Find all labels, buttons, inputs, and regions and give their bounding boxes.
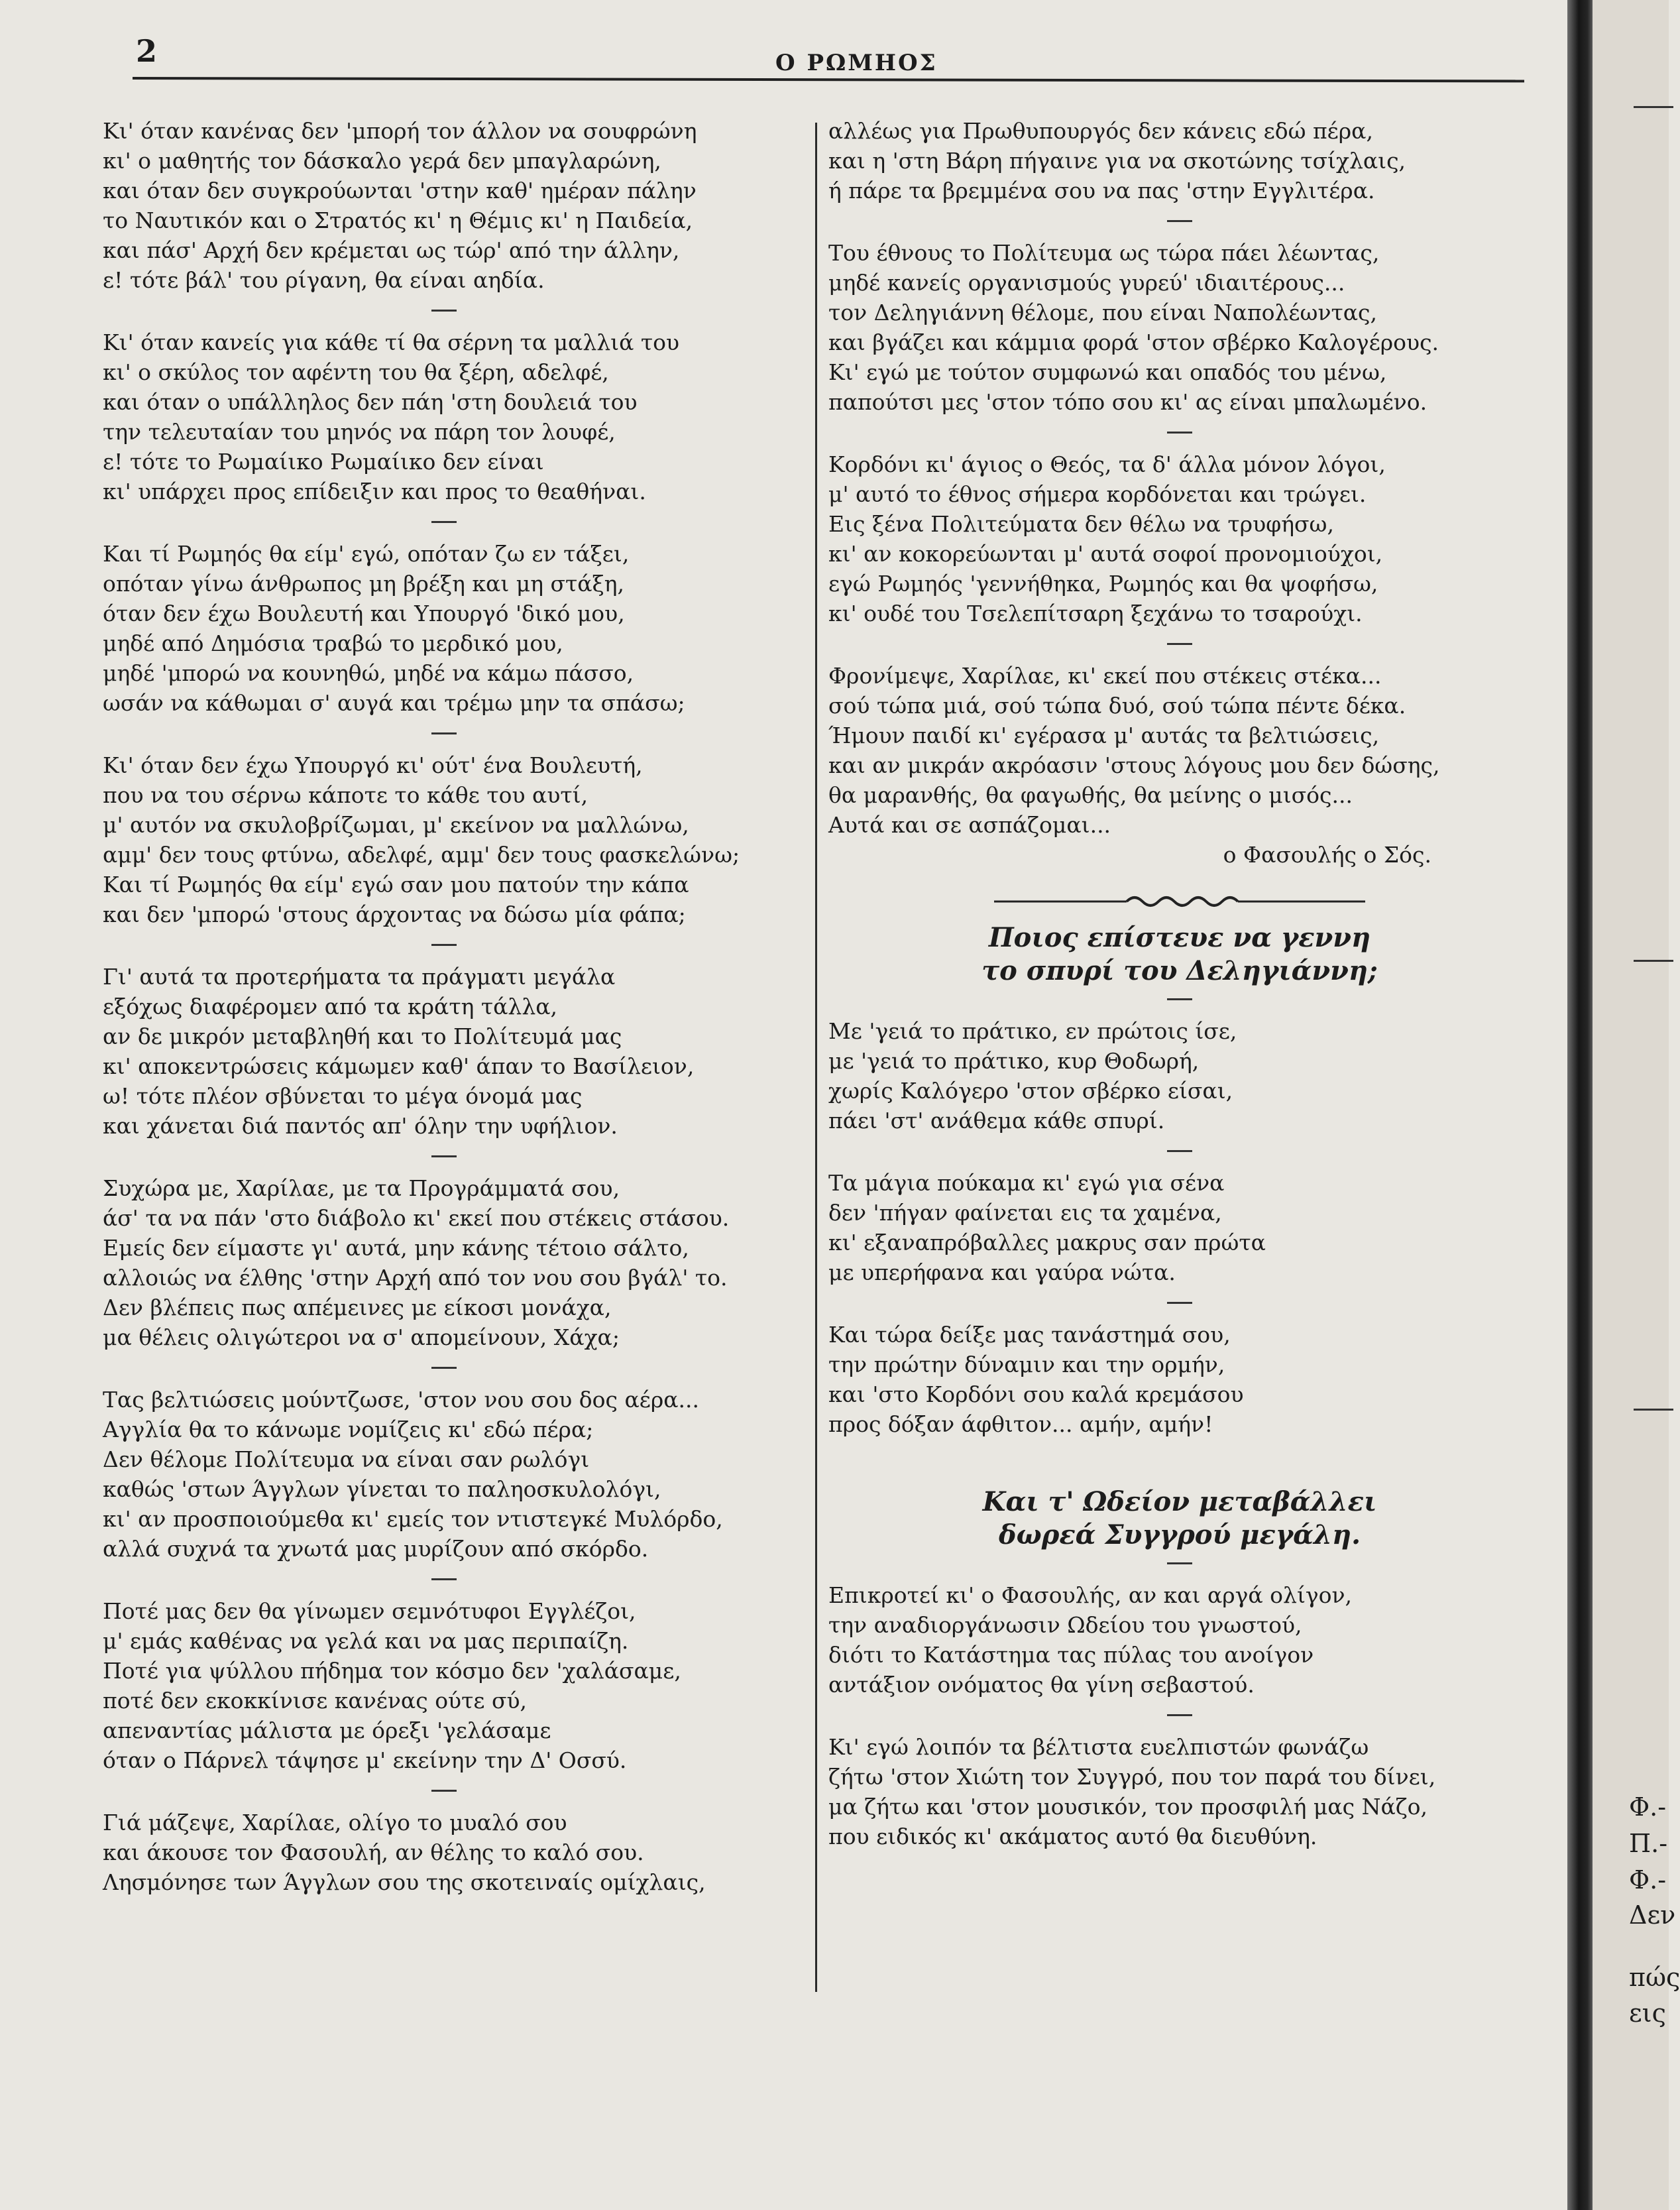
verse-line: όταν ο Πάρνελ τάψησε μ' εκείνην την Δ' Οσσύ. (103, 1747, 627, 1773)
verse-line: διότι το Κατάστημα τας πύλας του ανοίγον (828, 1642, 1314, 1668)
verse-line: Του έθνους το Πολίτευμα ως τώρα πάει λέωντας, (828, 240, 1380, 266)
verse-line: ωσάν να κάθωμαι σ' αυγά και τρέμω μην τα σπάσω; (103, 690, 685, 716)
stanza (103, 1596, 785, 1775)
verse-line: Και τί Ρωμηός θα είμ' εγώ σαν μου πατούν την κάπα (103, 872, 689, 898)
stanza (828, 1320, 1531, 1439)
verse-line: την πρώτην δύναμιν και την ορμήν, (828, 1352, 1225, 1377)
verse-line: κι' ο μαθητής τον δάσκαλο γερά δεν μπαγλαρώνη, (103, 148, 661, 174)
stanza (103, 327, 785, 506)
verse-line: κι' αν κοκορεύωνται μ' αυτά σοφοί προνομιούχοι, (828, 541, 1383, 567)
stanza-separator (431, 521, 457, 523)
verse-line: Και τί Ρωμηός θα είμ' εγώ, οπόταν ζω εν τάξει, (103, 541, 630, 567)
stanza (103, 962, 785, 1141)
verse-line: Και τώρα δείξε μας τανάστημά σου, (828, 1322, 1231, 1348)
stanza-separator (431, 732, 457, 734)
verse-line: Επικροτεί κι' ο Φασουλής, αν και αργά ολίγον, (828, 1582, 1353, 1608)
stanza (103, 1385, 785, 1564)
header-rule (133, 77, 1524, 82)
verse-line: ποτέ δεν εκοκκίνισε κανένας ούτε σύ, (103, 1688, 528, 1714)
verse-line: Κορδόνι κι' άγιος ο Θεός, τα δ' άλλα μόνον λόγοι, (828, 451, 1386, 477)
stanza (828, 1016, 1531, 1135)
verse-line: που να του σέρνω κάποτε το κάθε του αυτί, (103, 782, 588, 808)
stanza-separator (431, 944, 457, 946)
stanza (828, 449, 1531, 628)
verse-line: αλλοιώς να έλθης 'στην Αρχή από τον νου σου βγάλ' το. (103, 1265, 728, 1291)
verse-line: την τελευταίαν του μηνός να πάρη τον λουφέ, (103, 419, 616, 445)
verse-line: ε! τότε βάλ' του ρίγανη, θα είναι αηδία. (103, 267, 545, 293)
text-fragment: Π.- (1629, 1829, 1668, 1858)
stanza-separator (431, 1578, 457, 1580)
verse-line: κι' αν προσποιούμεθα κι' εμείς τον ντιστεγκέ Μυλόρδο, (103, 1506, 723, 1532)
verse-line: Ποτέ για ψύλλου πήδημα τον κόσμο δεν 'χαλάσαμε, (103, 1658, 681, 1684)
verse-line: Κι' όταν κανένας δεν 'μπορή τον άλλον να σουφρώνη (103, 118, 697, 144)
verse-line: Γι' αυτά τα προτερήματα τα πράγματι μεγάλα (103, 964, 616, 990)
stanza (828, 661, 1531, 870)
stanza-separator (1167, 432, 1192, 434)
verse-line: αν δε μικρόν μεταβληθή και το Πολίτευμά μας (103, 1023, 622, 1049)
stanza (828, 116, 1531, 205)
stanza (103, 750, 785, 929)
verse-line: Δεν βλέπεις πως απέμεινες με είκοσι μονάχα, (103, 1295, 612, 1320)
verse-line: προς δόξαν άφθιτον... αμήν, αμήν! (828, 1411, 1213, 1437)
verse-line: Συχώρα με, Χαρίλαε, με τα Προγράμματά σου, (103, 1175, 620, 1201)
verse-line: κι' ουδέ του Τσελεπίτσαρη ξεχάνω το τσαρούχι. (828, 601, 1363, 626)
verse-line: Τα μάγια πούκαμα κι' εγώ για σένα (828, 1170, 1225, 1196)
verse-line: Λησμόνησε των Άγγλων σου της σκοτειναίς ομίχλαις, (103, 1869, 706, 1895)
stanza-separator (1167, 1714, 1192, 1716)
verse-line: και δεν 'μπορώ 'στους άρχοντας να δώσω μία φάπα; (103, 901, 686, 927)
text-fragment: πώς (1629, 1963, 1680, 1992)
verse-line: τον Δεληγιάννη θέλομε, που είναι Ναπολέωντας, (828, 300, 1378, 325)
verse-line: Δεν θέλομε Πολίτευμα να είναι σαν ρωλόγι (103, 1446, 590, 1472)
stanza-separator (1167, 1150, 1192, 1152)
stanza (103, 539, 785, 718)
verse-line: κι' αποκεντρώσεις κάμωμεν καθ' άπαν το Βασίλειον, (103, 1053, 695, 1079)
verse-line: καθώς 'στων Άγγλων γίνεται το παληοσκυλολόγι, (103, 1476, 661, 1502)
verse-line: Ήμουν παιδί κι' εγέρασα μ' αυτάς τα βελτιώσεις, (828, 723, 1380, 748)
stanza (828, 238, 1531, 417)
text-fragment: Φ.- (1629, 1865, 1667, 1894)
verse-line: και χάνεται διά παντός απ' όλην την υφήλιον. (103, 1113, 618, 1139)
rule-fragment (1634, 960, 1673, 962)
stanza-separator (1167, 220, 1192, 222)
verse-line: θα μαρανθής, θα φαγωθής, θα μείνης ο μισός... (828, 782, 1353, 808)
verse-line: μ' αυτόν να σκυλοβρίζωμαι, μ' εκείνον να μαλλώνω, (103, 812, 689, 838)
article-headline (828, 921, 1531, 988)
text-fragment: εις (1629, 1999, 1666, 2028)
stanza-separator (1167, 1302, 1192, 1304)
verse-line: και αν μικράν ακρόασιν 'στους λόγους μου δεν δώσης, (828, 752, 1440, 778)
verse-line: εγώ Ρωμηός 'γεννήθηκα, Ρωμηός και θα ψοφήσω, (828, 571, 1378, 597)
verse-line: Ποτέ μας δεν θα γίνωμεν σεμνότυφοι Εγγλέζοι, (103, 1598, 636, 1624)
verse-line: δεν 'πήγαν φαίνεται εις τα χαμένα, (828, 1200, 1222, 1226)
verse-line: Κι' εγώ με τούτον συμφωνώ και οπαδός του μένω, (828, 359, 1387, 385)
verse-line: κι' υπάρχει προς επίδειξιν και προς το θεαθήναι. (103, 479, 646, 504)
stanza (828, 1168, 1531, 1287)
stanza-separator (1167, 643, 1192, 645)
verse-line: με υπερήφανα και γαύρα νώτα. (828, 1259, 1176, 1285)
verse-line: Τας βελτιώσεις μούντζωσε, 'στον νου σου δος αέρα... (103, 1387, 700, 1413)
page-number: 2 (136, 33, 158, 69)
headline-line: το σπυρί του Δεληγιάννη; (981, 955, 1378, 986)
verse-line: και βγάζει και κάμμια φορά 'στον σβέρκο Καλογέρους. (828, 329, 1439, 355)
stanza-separator (431, 1790, 457, 1792)
verse-line: αντάξιον ονόματος θα γίνη σεβαστού. (828, 1672, 1255, 1698)
verse-line: σού τώπα μιά, σού τώπα δυό, σού τώπα πέντε δέκα. (828, 693, 1406, 719)
verse-line: ε! τότε το Ρωμαίικο Ρωμαίικο δεν είναι (103, 449, 544, 475)
next-page-edge (1593, 0, 1680, 2210)
headline-line: Και τ' Ωδείον μεταβάλλει (982, 1486, 1377, 1517)
verse-line: απεναντίας μάλιστα με όρεξι 'γελάσαμε (103, 1717, 551, 1743)
page-gutter (1567, 0, 1593, 2210)
stanza-separator (1167, 998, 1192, 1000)
verse-line: αμμ' δεν τους φτύνω, αδελφέ, αμμ' δεν τους φασκελώνω; (103, 842, 740, 868)
right-column (828, 116, 1531, 1866)
verse-line: την αναδιοργάνωσιν Ωδείου του γνωστού, (828, 1612, 1302, 1638)
verse-line: Αγγλία θα το κάνωμε νομίζεις κι' εδώ πέρα; (103, 1417, 594, 1442)
verse-line: Κι' όταν κανείς για κάθε τί θα σέρνη τα μαλλιά του (103, 329, 680, 355)
stanza (828, 1732, 1531, 1851)
verse-line: Εις ξένα Πολιτεύματα δεν θέλω να τρυφήσω, (828, 511, 1334, 537)
verse-line: μα θέλεις ολιγώτεροι να σ' απομείνουν, Χάχα; (103, 1324, 620, 1350)
verse-line: και όταν δεν συγκρούωνται 'στην καθ' ημέραν πάλην (103, 178, 697, 204)
verse-line: και 'στο Κορδόνι σου καλά κρεμάσου (828, 1381, 1244, 1407)
text-fragment: Φ.- (1629, 1792, 1667, 1822)
signature: ο Φασουλής ο Σός. (1223, 842, 1431, 868)
verse-line: αλλέως για Πρωθυπουργός δεν κάνεις εδώ πέρα, (828, 118, 1373, 144)
verse-line: παπούτσι μες 'στον τόπο σου κι' ας είναι μπαλωμένο. (828, 389, 1428, 415)
stanza-separator (431, 310, 457, 312)
verse-line: μ' αυτό το έθνος σήμερα κορδόνεται και τρώγει. (828, 481, 1367, 507)
verse-line: ή πάρε τα βρεμμένα σου να πας 'στην Εγγλιτέρα. (828, 178, 1375, 204)
verse-line: μα ζήτω και 'στον μουσικόν, τον προσφιλή μας Νάζο, (828, 1794, 1428, 1820)
verse-line: Κι' εγώ λοιπόν τα βέλτιστα ευελπιστών φωνάζω (828, 1734, 1369, 1760)
text-fragment: Δεν (1629, 1900, 1676, 1930)
column-divider (815, 123, 817, 1992)
ornamental-divider (994, 894, 1365, 909)
verse-line: άσ' τα να πάν 'στο διάβολο κι' εκεί που στέκεις στάσου. (103, 1205, 730, 1231)
verse-line: ζήτω 'στον Χιώτη τον Συγγρό, που τον παρά του δίνει, (828, 1764, 1436, 1790)
stanza (828, 1580, 1531, 1700)
verse-line: και άκουσε τον Φασουλή, αν θέλης το καλό σου. (103, 1839, 644, 1865)
newspaper-title: Ο ΡΩΜΗΟΣ (775, 50, 938, 76)
verse-line: κι' ο σκύλος τον αφέντη του θα ξέρη, αδελφέ, (103, 359, 609, 385)
verse-line: Γιά μάζεψε, Χαρίλαε, ολίγο το μυαλό σου (103, 1810, 567, 1835)
verse-line: Με 'γειά το πράτικο, εν πρώτοις ίσε, (828, 1018, 1237, 1044)
verse-line: το Ναυτικόν και ο Στρατός κι' η Θέμις κι' η Παιδεία, (103, 207, 693, 233)
headline-line: δωρεά Συγγρού μεγάλη. (998, 1519, 1361, 1550)
verse-line: εξόχως διαφέρομεν από τα κράτη τάλλα, (103, 994, 558, 1019)
verse-line: που ειδικός κι' ακάματος αυτό θα διευθύνη. (828, 1824, 1317, 1849)
stanza-separator (431, 1155, 457, 1157)
stanza (103, 1808, 785, 1897)
verse-line: μηδέ από Δημόσια τραβώ το μερδικό μου, (103, 630, 563, 656)
article-headline (828, 1485, 1531, 1552)
verse-line: με 'γειά το πράτικο, κυρ Θοδωρή, (828, 1048, 1200, 1074)
stanza (103, 116, 785, 295)
verse-line: Αυτά και σε ασπάζομαι... (828, 812, 1111, 838)
verse-line: ω! τότε πλέον σβύνεται το μέγα όνομά μας (103, 1083, 583, 1109)
verse-line: Κι' όταν δεν έχω Υπουργό κι' ούτ' ένα Βουλευτή, (103, 752, 643, 778)
left-column (103, 116, 785, 1912)
rule-fragment (1634, 106, 1673, 108)
verse-line: μ' εμάς καθένας να γελά και να μας περιπαίζη. (103, 1628, 629, 1654)
verse-line: κι' εξαναπρόβαλλες μακρυς σαν πρώτα (828, 1230, 1266, 1255)
verse-line: Εμείς δεν είμαστε γι' αυτά, μην κάνης τέτοιο σάλτο, (103, 1235, 689, 1261)
verse-line: Φρονίμεψε, Χαρίλαε, κι' εκεί που στέκεις στέκα... (828, 663, 1382, 689)
verse-line: μηδέ 'μπορώ να κουνηθώ, μηδέ να κάμω πάσσο, (103, 660, 634, 686)
verse-line: και όταν ο υπάλληλος δεν πάη 'στη δουλειά του (103, 389, 638, 415)
rule-fragment (1634, 1409, 1673, 1411)
verse-line: αλλά συχνά τα χνωτά μας μυρίζουν από σκόρδο. (103, 1536, 649, 1562)
verse-line: και πάσ' Αρχή δεν κρέμεται ως τώρ' από την άλλην, (103, 237, 680, 263)
stanza-separator (431, 1367, 457, 1369)
verse-line: πάει 'στ' ανάθεμα κάθε σπυρί. (828, 1108, 1165, 1134)
headline-line: Ποιος επίστευε να γεννη (988, 922, 1371, 953)
verse-line: όταν δεν έχω Βουλευτή και Υπουργό 'δικό μου, (103, 601, 625, 626)
stanza-separator (1167, 1562, 1192, 1564)
verse-line: και η 'στη Βάρη πήγαινε για να σκοτώνης τσίχλαις, (828, 148, 1406, 174)
verse-line: χωρίς Καλόγερο 'στον σβέρκο είσαι, (828, 1078, 1233, 1104)
verse-line: οπόταν γίνω άνθρωπος μη βρέξη και μη στάξη, (103, 571, 624, 597)
stanza (103, 1173, 785, 1352)
verse-line: μηδέ κανείς οργανισμούς γυρεύ' ιδιαιτέρους... (828, 270, 1345, 296)
